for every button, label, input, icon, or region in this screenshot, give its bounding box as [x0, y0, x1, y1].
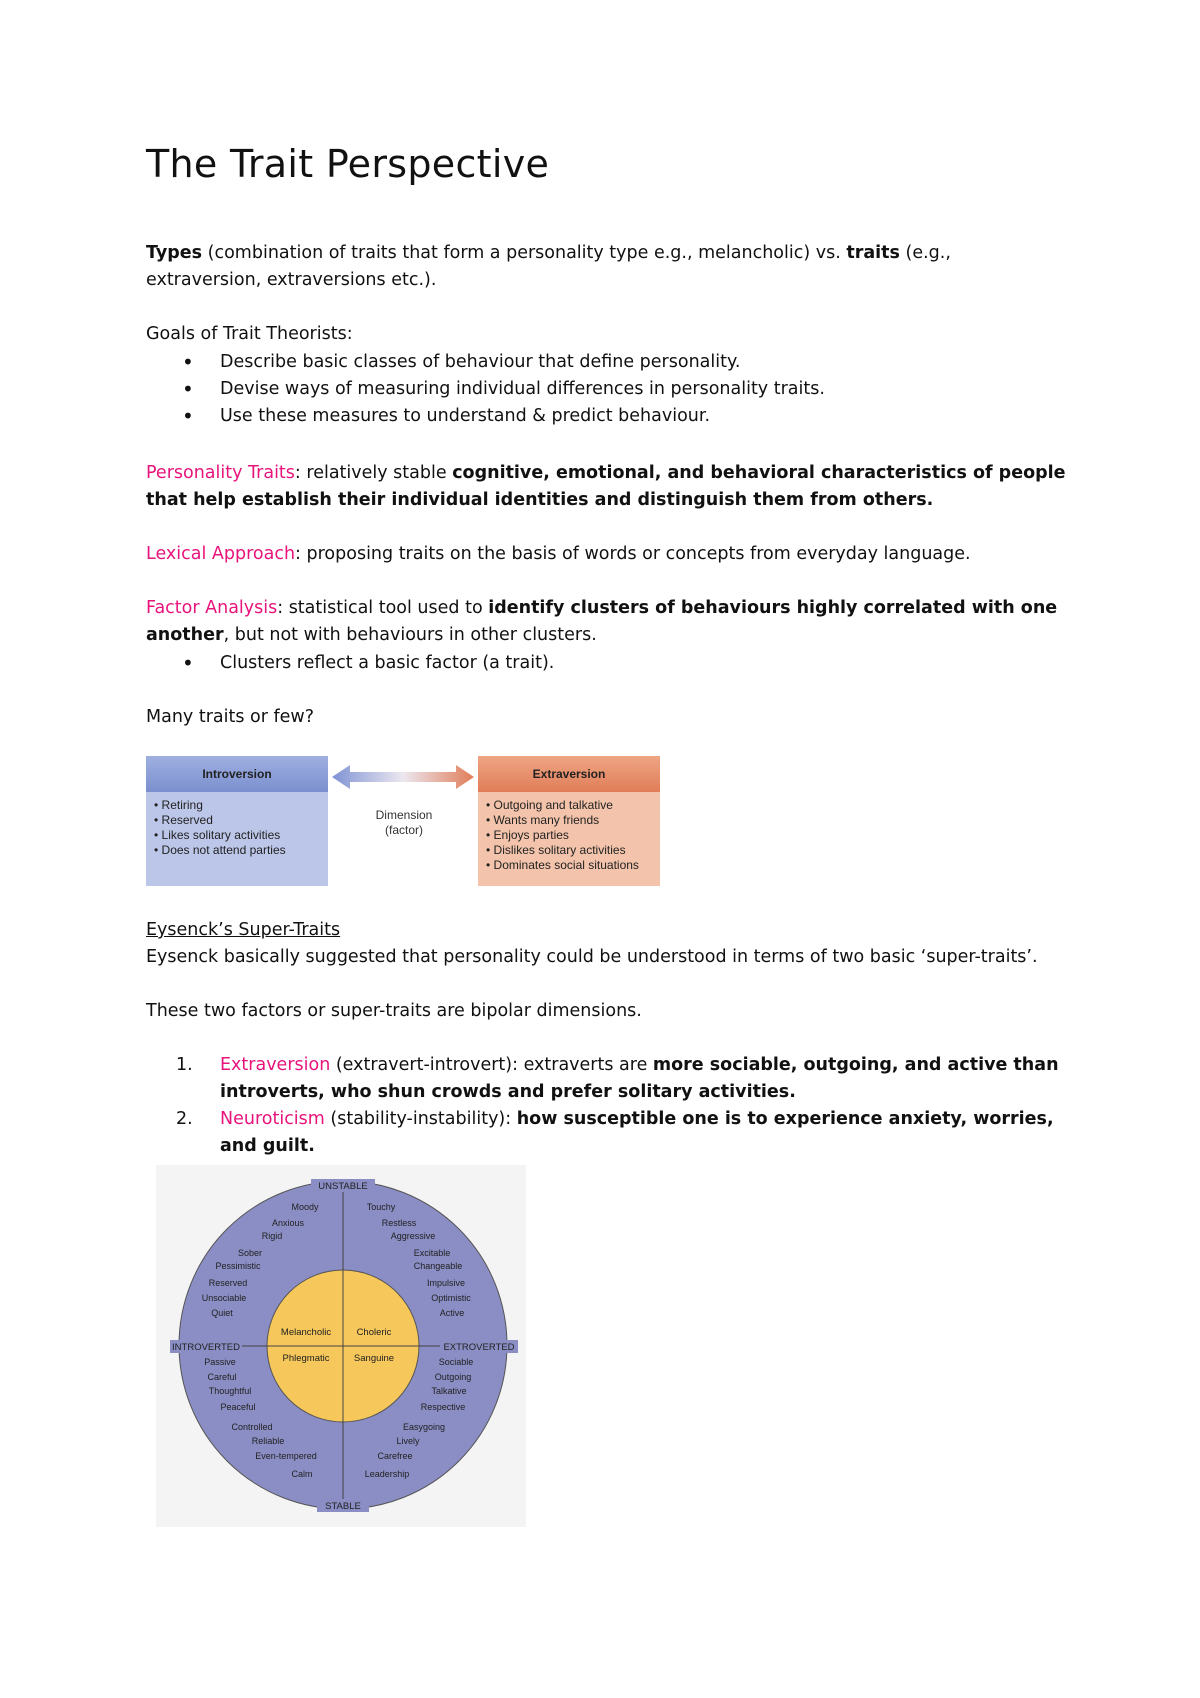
trait-word: Reserved — [208, 1278, 248, 1288]
extraversion-header: Extraversion — [478, 756, 660, 792]
trait-word: Unsociable — [201, 1293, 247, 1303]
introversion-header: Introversion — [146, 756, 328, 792]
list-item: • Enjoys parties — [486, 828, 569, 842]
trait-word: Sociable — [438, 1357, 474, 1367]
list-item: • Clusters reflect a basic factor (a trait). — [182, 651, 555, 675]
list-item: • Likes solitary activities — [154, 828, 281, 842]
factor-list — [146, 650, 554, 677]
choleric-label: Choleric — [356, 1327, 392, 1338]
traits-term: traits — [846, 243, 900, 263]
trait-word: Changeable — [413, 1261, 463, 1271]
dimension-label: Dimension (factor) — [375, 808, 433, 837]
eysenck-line1: Eysenck basically suggested that personality could be understood in terms of two basic ‘super-traits’. — [146, 947, 1038, 967]
trait-word: Calm — [291, 1469, 313, 1479]
trait-word: Moody — [291, 1202, 319, 1212]
factor-analysis-term: Factor Analysis — [146, 598, 278, 618]
trait-word: Restless — [381, 1218, 417, 1228]
list-item: 1. Extraversion (extravert-introvert): extraverts are more sociable, outgoing, and active than introverts, who shun crowds and prefer solitary activities. — [176, 1055, 1059, 1102]
personality-traits-term: Personality Traits — [146, 463, 295, 483]
extraversion-box — [478, 756, 660, 886]
trait-word: Optimistic — [431, 1293, 471, 1303]
traits-text: (e.g., — [899, 243, 951, 263]
dimension-figure — [146, 756, 660, 888]
eysenck-heading: Eysenck’s Super-Traits — [146, 920, 341, 940]
list-item: • Dislikes solitary activities — [486, 843, 626, 857]
trait-word: Touchy — [366, 1202, 396, 1212]
personality-traits-paragraph — [146, 460, 1076, 514]
introversion-list — [146, 792, 328, 858]
trait-word: Carefree — [377, 1451, 413, 1461]
list-item: • Does not attend parties — [154, 843, 286, 857]
trait-word: Active — [439, 1308, 465, 1318]
eysenck-circle-svg — [156, 1165, 526, 1527]
many-traits-question: Many traits or few? — [146, 707, 315, 727]
trait-word: Peaceful — [220, 1402, 256, 1412]
unstable-label: UNSTABLE — [318, 1181, 368, 1192]
extroverted-label: EXTROVERTED — [443, 1342, 515, 1353]
trait-word: Outgoing — [434, 1372, 472, 1382]
neuroticism-term: Neuroticism — [220, 1109, 325, 1129]
dimension-arrow-icon — [328, 762, 478, 792]
trait-word: Quiet — [211, 1308, 233, 1318]
extraversion-term: Extraversion — [220, 1055, 331, 1075]
trait-word: Controlled — [231, 1422, 273, 1432]
list-item: • Use these measures to understand & predict behaviour. — [182, 404, 711, 428]
trait-word: Careful — [207, 1372, 237, 1382]
extraversion-list — [478, 792, 660, 873]
eysenck-section — [146, 917, 1076, 971]
list-item: • Devise ways of measuring individual differences in personality traits. — [182, 377, 825, 401]
list-item: 2. Neuroticism (stability-instability): how susceptible one is to experience anxiety, worries, and guilt. — [176, 1109, 1054, 1156]
types-term: Types — [146, 243, 203, 263]
stable-label: STABLE — [325, 1501, 361, 1512]
eysenck-circle-figure — [156, 1165, 526, 1527]
list-item: • Dominates social situations — [486, 858, 639, 872]
melancholic-label: Melancholic — [280, 1327, 332, 1338]
factor-analysis-paragraph — [146, 595, 1076, 649]
phlegmatic-label: Phlegmatic — [282, 1353, 330, 1364]
introverted-label: INTROVERTED — [172, 1342, 240, 1353]
page-title: The Trait Perspective — [146, 142, 550, 186]
types-text: (combination of traits that form a personality type e.g., melancholic) vs. — [202, 243, 847, 263]
personality-traits-definition: cognitive, emotional, and behavioral characteristics of people that help establish their individual identities and distinguish them from others. — [146, 463, 1066, 510]
factor-analysis-bold: identify clusters of behaviours highly correlated with one another — [146, 598, 1058, 645]
trait-word: Even-tempered — [255, 1451, 317, 1461]
types-line2: extraversion, extraversions etc.). — [146, 270, 437, 290]
personality-traits-text: : relatively stable — [294, 463, 453, 483]
factor-analysis-text2: , but not with behaviours in other clusters. — [223, 625, 597, 645]
trait-word: Reliable — [251, 1436, 285, 1446]
trait-word: Excitable — [413, 1248, 451, 1258]
trait-word: Leadership — [364, 1469, 410, 1479]
trait-word: Passive — [204, 1357, 236, 1367]
lexical-approach-text: : proposing traits on the basis of words or concepts from everyday language. — [295, 544, 971, 564]
list-item: • Describe basic classes of behaviour that define personality. — [182, 350, 741, 374]
trait-word: Talkative — [431, 1386, 467, 1396]
lexical-approach-paragraph — [146, 541, 1076, 568]
list-item: • Retiring — [154, 798, 203, 812]
trait-word: Sober — [237, 1248, 263, 1258]
trait-word: Impulsive — [426, 1278, 466, 1288]
introversion-box — [146, 756, 328, 886]
goals-list — [146, 349, 825, 430]
sanguine-label: Sanguine — [353, 1353, 395, 1364]
trait-word: Anxious — [271, 1218, 305, 1228]
types-paragraph — [146, 240, 1076, 294]
trait-word: Rigid — [261, 1231, 283, 1241]
super-traits-list — [146, 1052, 1066, 1160]
list-item: • Outgoing and talkative — [486, 798, 613, 812]
trait-word: Respective — [420, 1402, 466, 1412]
goals-heading: Goals of Trait Theorists: — [146, 324, 353, 344]
list-item: • Wants many friends — [486, 813, 600, 827]
trait-word: Pessimistic — [215, 1261, 261, 1271]
trait-word: Lively — [396, 1436, 420, 1446]
lexical-approach-term: Lexical Approach — [146, 544, 296, 564]
trait-word: Thoughtful — [208, 1386, 252, 1396]
trait-word: Easygoing — [402, 1422, 446, 1432]
trait-word: Aggressive — [390, 1231, 436, 1241]
eysenck-line2: These two factors or super-traits are bipolar dimensions. — [146, 1001, 642, 1021]
list-item: • Reserved — [154, 813, 213, 827]
factor-analysis-text: : statistical tool used to — [277, 598, 489, 618]
